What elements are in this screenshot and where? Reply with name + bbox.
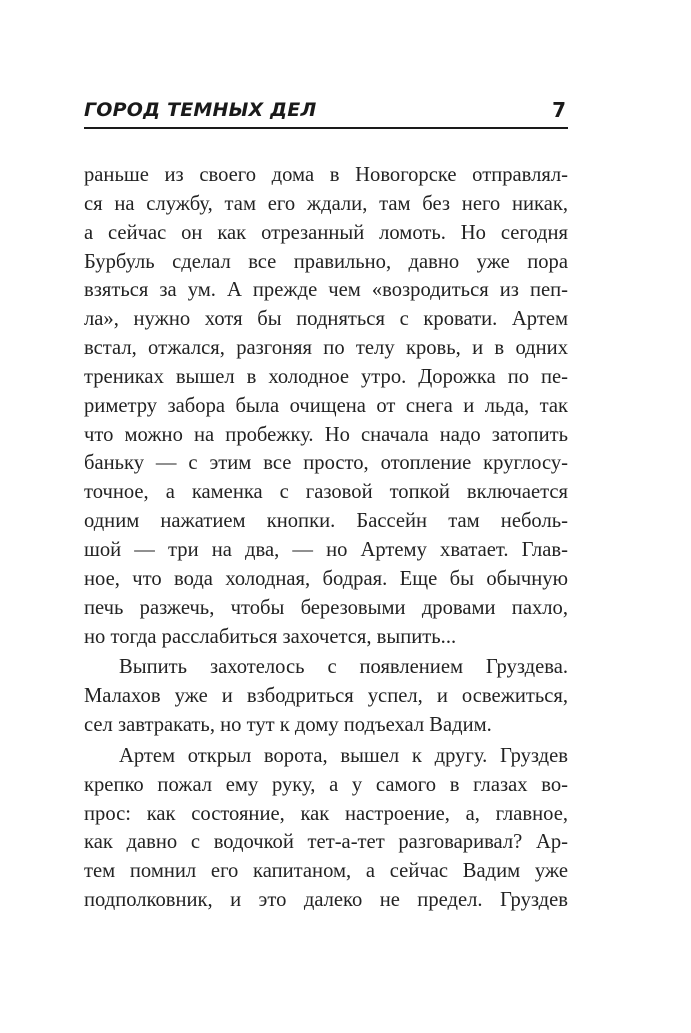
text-line: ся на службу, там его ждали, там без него никак,: [84, 192, 568, 215]
text-line: печь разжечь, чтобы березовыми дровами пахло,: [84, 596, 568, 619]
text-line: а сейчас он как отрезанный ломоть. Но сегодня: [84, 221, 568, 244]
text-line: трениках вышел в холодное утро. Дорожка по пе-: [84, 365, 568, 388]
paragraph-1: [84, 161, 568, 651]
text-line: тем помнил его капитаном, а сейчас Вадим уже: [84, 860, 568, 883]
text-line: риметру забора была очищена от снега и льда, так: [84, 394, 568, 417]
text-line: встал, отжался, разгоняя по телу кровь, и в одних: [84, 337, 568, 360]
header-rule: [84, 127, 568, 129]
text-line: Артем открыл ворота, вышел к другу. Груздев: [119, 744, 568, 767]
running-header: [84, 98, 568, 126]
text-line: раньше из своего дома в Новогорске отправлял-: [84, 164, 568, 186]
text-line: взяться за ум. А прежде чем «возродиться из пеп-: [84, 279, 568, 302]
body-text: [84, 161, 568, 915]
paragraph-2: [84, 653, 568, 740]
text-line: Выпить захотелось с появлением Груздева.: [119, 656, 568, 679]
paragraph-3: [84, 742, 568, 915]
text-line: но тогда расслабиться захочется, выпить...: [84, 625, 457, 648]
text-line: как давно с водочкой тет-а-тет разговаривал? Ар-: [84, 831, 568, 854]
text-line: баньку — с этим все просто, отопление круглосу-: [84, 452, 568, 475]
text-line: ла», нужно хотя бы подняться с кровати. Артем: [84, 308, 568, 331]
book-page: [84, 0, 568, 1033]
text-line: одним нажатием кнопки. Бассейн там неболь-: [84, 510, 568, 533]
running-title: ГОРОД ТЕМНЫХ ДЕЛ: [84, 99, 317, 121]
text-line: что можно на пробежку. Но сначала надо затопить: [84, 423, 568, 446]
text-line: Малахов уже и взбодриться успел, и освежиться,: [84, 685, 568, 708]
text-line: шой — три на два, — но Артему хватает. Глав-: [84, 538, 568, 561]
text-line: ное, что вода холодная, бодрая. Еще бы обычную: [84, 567, 568, 590]
text-line: прос: как состояние, как настроение, а, главное,: [84, 802, 568, 825]
page-number: 7: [552, 98, 566, 122]
text-line: крепко пожал ему руку, а у самого в глазах во-: [84, 773, 568, 796]
text-line: сел завтракать, но тут к дому подъехал Вадим.: [84, 714, 492, 737]
text-line: точное, а каменка с газовой топкой включается: [84, 481, 568, 504]
text-line: Бурбуль сделал все правильно, давно уже пора: [84, 250, 568, 273]
text-line: подполковник, и это далеко не предел. Груздев: [84, 889, 568, 912]
